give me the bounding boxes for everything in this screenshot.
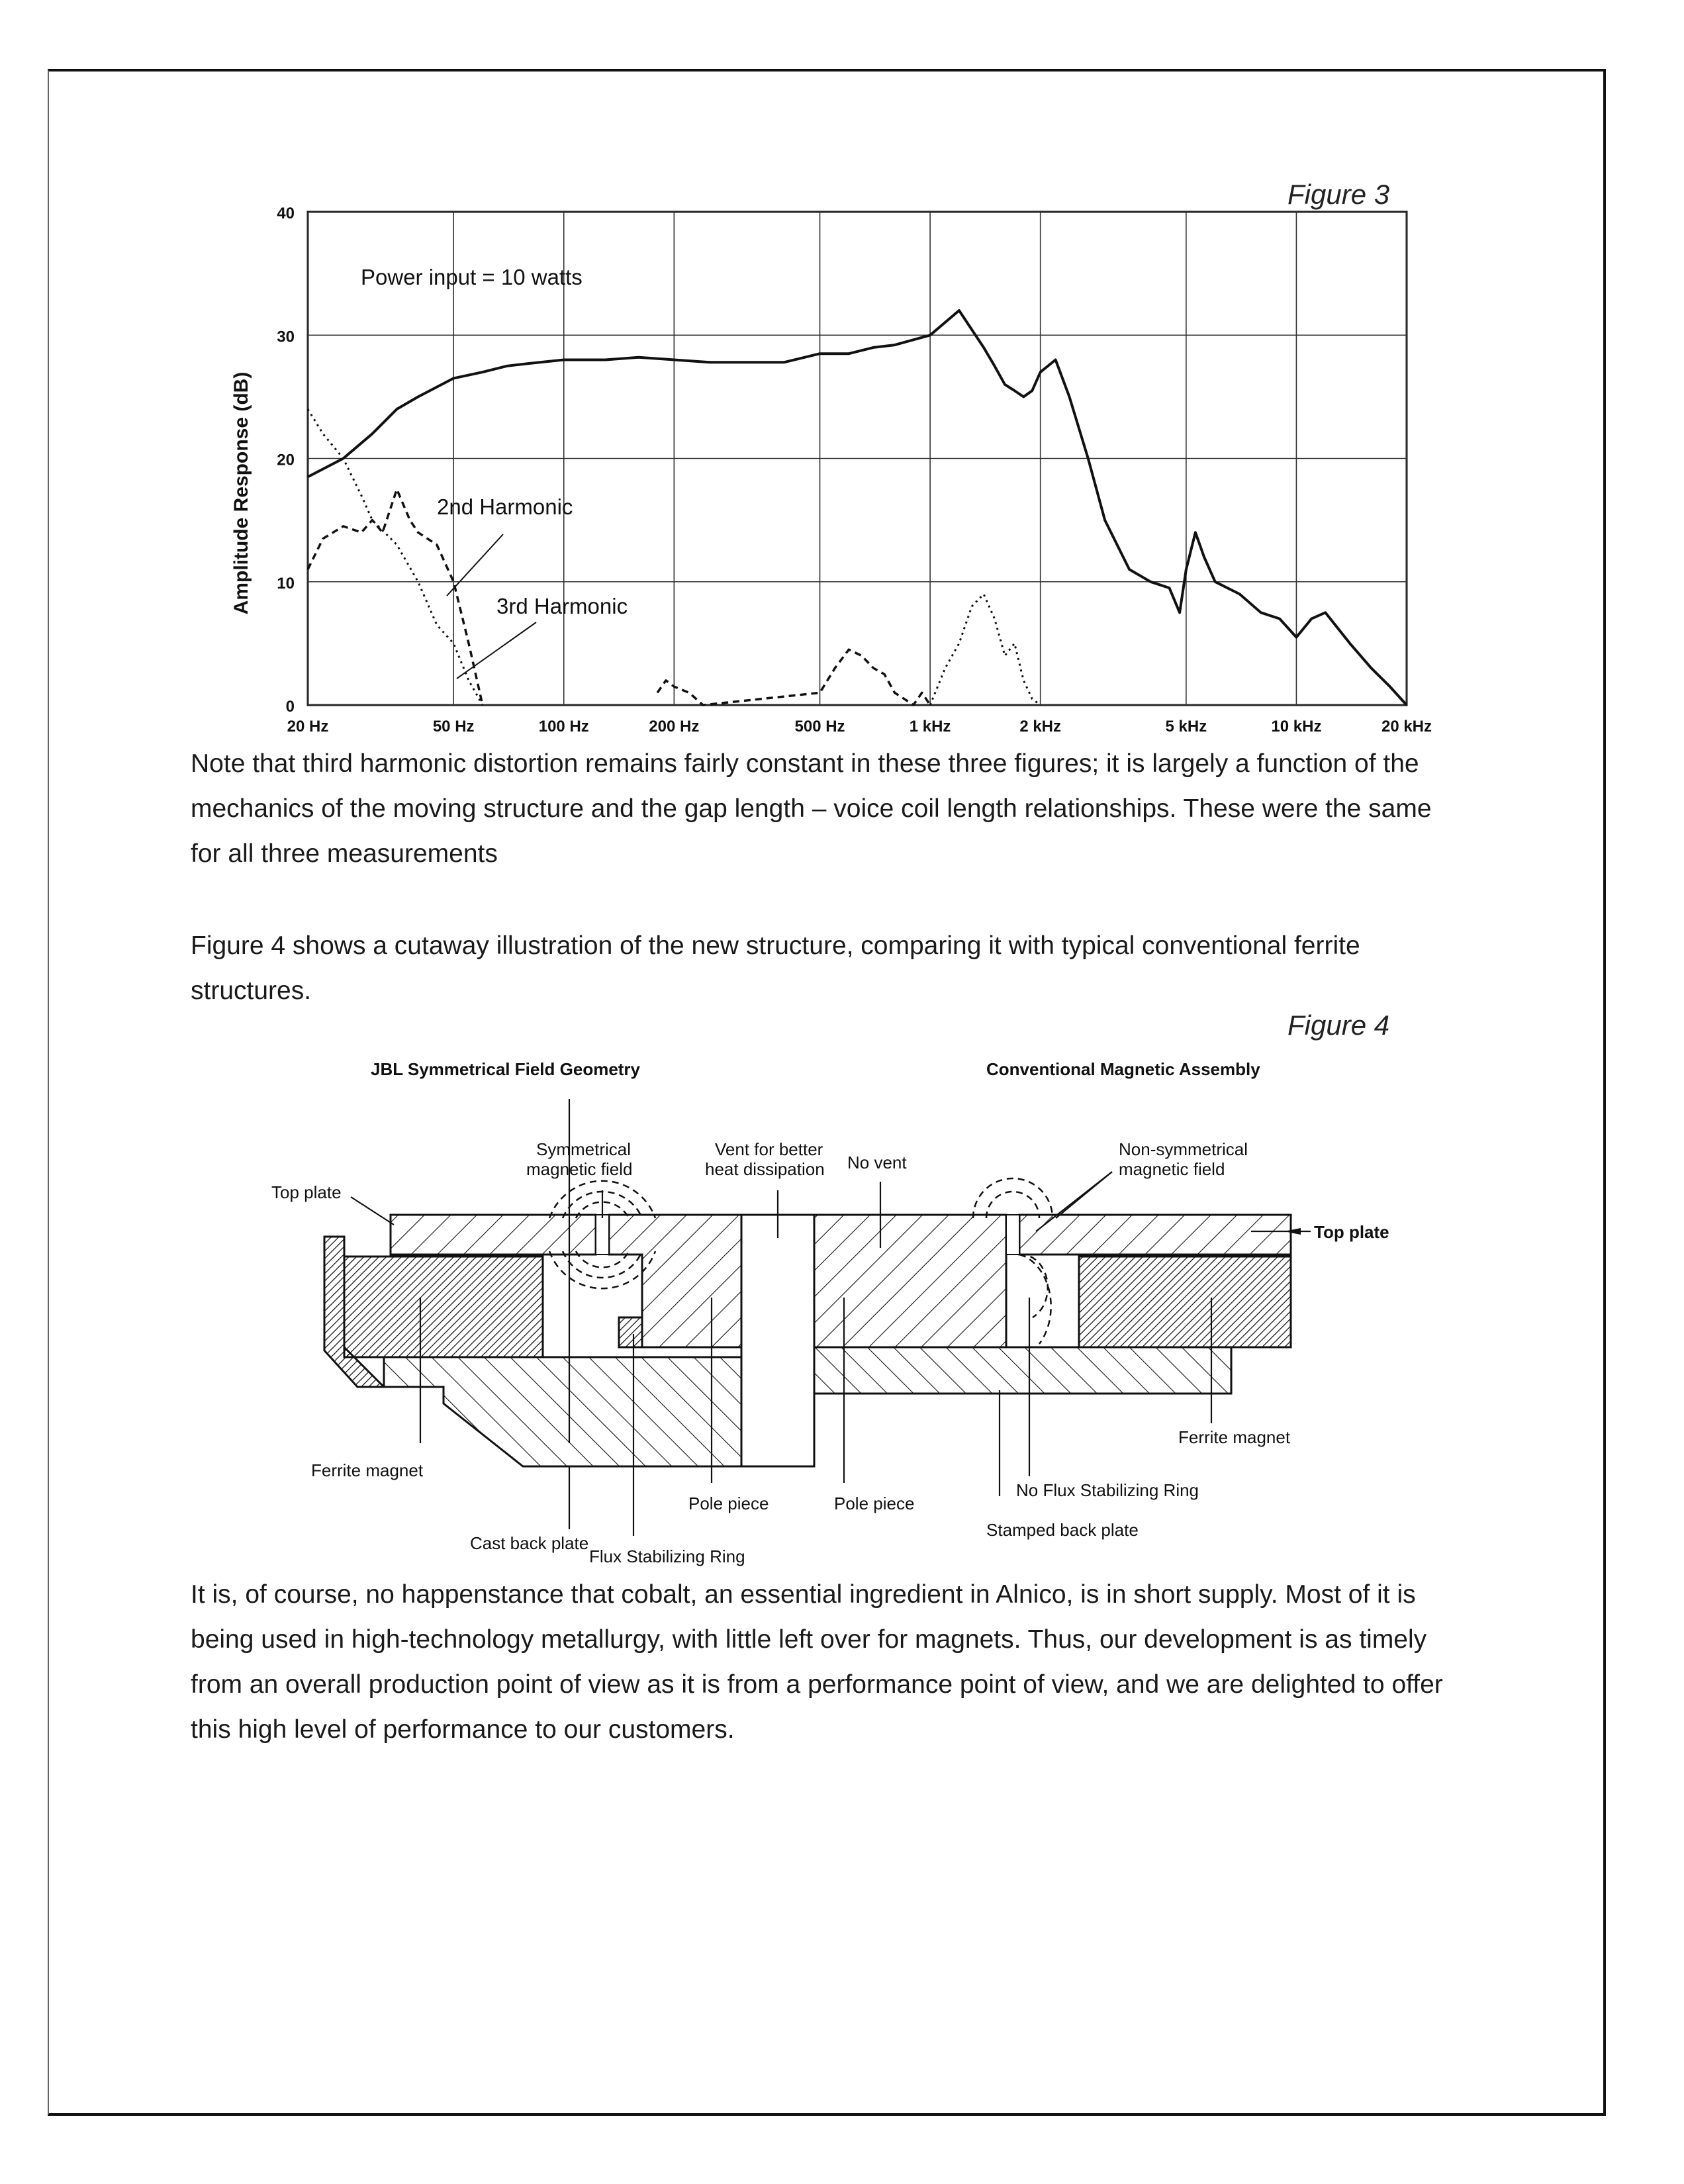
y-tick-label: 40 [277,205,295,222]
label-cast-back-plate: Cast back plate [470,1533,589,1553]
label-top-plate-right: Top plate [1314,1222,1389,1242]
figure4-right-title: Conventional Magnetic Assembly [986,1059,1260,1079]
conv-stamped-back-plate [814,1347,1231,1394]
jbl-flux-ring [619,1317,642,1347]
label-symmetrical-field: Symmetrical [536,1139,632,1159]
y-tick-label: 10 [277,574,295,593]
jbl-top-plate [391,1215,596,1255]
conventional-structure [814,1178,1291,1394]
figure3-label: Figure 3 [1287,179,1390,210]
figure3-chart [225,192,1432,741]
label-top-plate-left: Top plate [271,1182,342,1202]
paragraph-1: Note that third harmonic distortion remains fairly constant in these three figures; it is largely a function of the mechanics of the moving structure and the gap length – voice coil length relationships. These were the same for all three measurements [191,749,1432,868]
annotation-3rd-harmonic: 3rd Harmonic [496,594,628,618]
x-tick-label: 2 kHz [1019,718,1062,736]
label-no-vent: No vent [847,1153,907,1172]
x-tick-label: 100 Hz [538,718,589,736]
label-vent-2: heat dissipation [705,1159,825,1179]
x-tick-label: 5 kHz [1165,718,1207,736]
y-axis-label: Amplitude Response (dB) [230,371,252,615]
paragraph-3: It is, of course, no happenstance that cobalt, an essential ingredient in Alnico, is in short supply. Most of it is being used in high-technology metallurgy, with little left over for magnets. Thus, our development is as timely from an overall production point of view as it is from a performance point of view, and we are delighted to offer this high level of performance to our customers. [191,1580,1443,1744]
label-pole-piece-right: Pole piece [834,1494,915,1513]
y-tick-labels [277,205,295,716]
label-symmetrical-field-2: magnetic field [526,1159,633,1179]
annotation-power-input: Power input = 10 watts [361,265,583,289]
label-vent: Vent for better [715,1139,823,1159]
x-tick-labels [287,718,1432,736]
label-pole-piece-left: Pole piece [688,1494,769,1513]
label-ferrite-right: Ferrite magnet [1178,1427,1291,1447]
label-ferrite-left: Ferrite magnet [311,1460,424,1480]
label-stamped-back-plate: Stamped back plate [986,1520,1139,1540]
y-tick-label: 20 [277,451,295,469]
conv-pole-piece [814,1215,1006,1347]
conv-ferrite-magnet [1079,1257,1291,1347]
label-no-flux-ring: No Flux Stabilizing Ring [1016,1480,1199,1500]
x-tick-label: 20 kHz [1381,718,1432,736]
figure4-cutaway-diagram [252,1099,1417,1576]
jbl-vent [741,1215,814,1466]
conv-top-plate [1019,1215,1291,1255]
x-tick-label: 500 Hz [794,718,845,736]
x-tick-label: 10 kHz [1271,718,1322,736]
label-non-symmetrical: Non-symmetrical [1119,1139,1248,1159]
x-tick-label: 1 kHz [909,718,951,736]
jbl-cast-back-plate [384,1357,741,1466]
x-tick-label: 20 Hz [287,718,329,736]
label-flux-ring: Flux Stabilizing Ring [589,1546,745,1566]
figure4-left-title: JBL Symmetrical Field Geometry [371,1059,641,1079]
figure4-label: Figure 4 [1287,1010,1390,1041]
y-tick-label: 0 [285,698,295,716]
y-tick-label: 30 [277,328,295,346]
x-tick-label: 50 Hz [432,718,475,736]
leader-2nd-harmonic [447,534,503,596]
paragraph-2: Figure 4 shows a cutaway illustration of the new structure, comparing it with typical conventional ferrite structures. [191,931,1360,1005]
annotation-2nd-harmonic: 2nd Harmonic [437,495,573,519]
leader-3rd-harmonic [457,622,536,679]
jbl-ferrite-magnet [344,1257,543,1357]
label-non-symmetrical-2: magnetic field [1119,1159,1225,1179]
x-tick-label: 200 Hz [649,718,700,736]
